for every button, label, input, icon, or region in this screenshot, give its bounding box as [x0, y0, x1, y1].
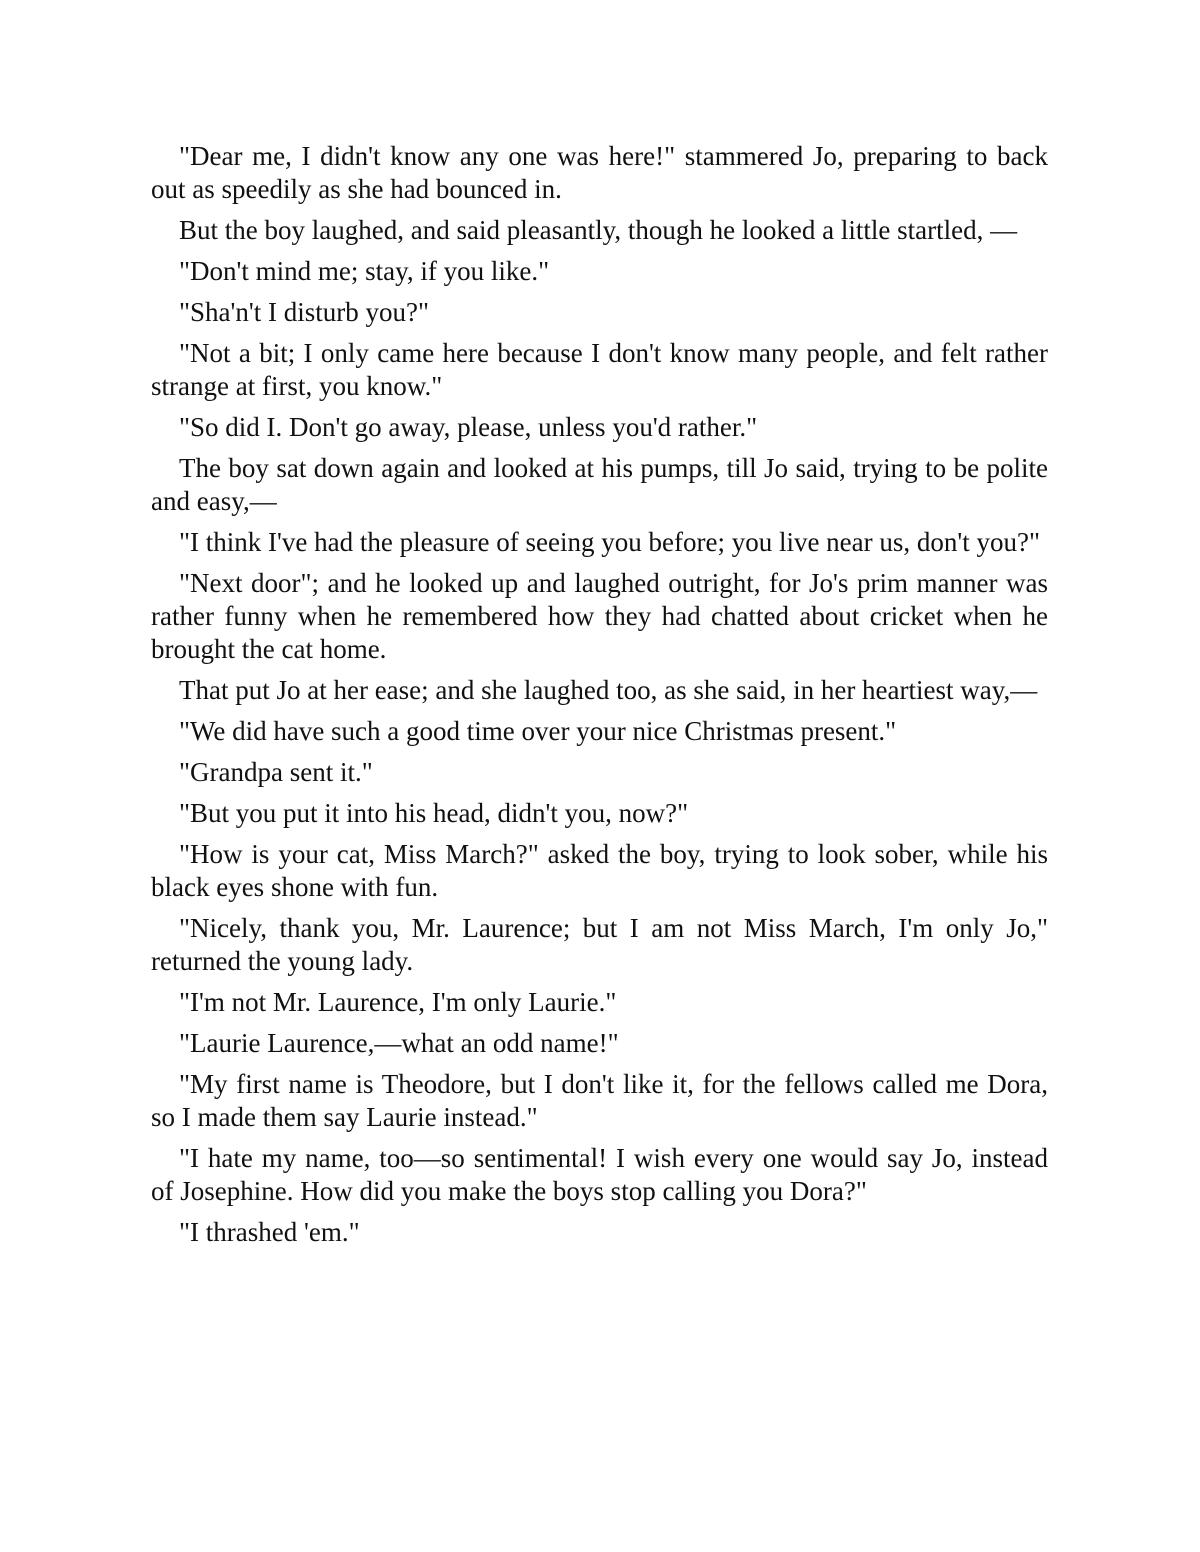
paragraph-16: "I'm not Mr. Laurence, I'm only Laurie." — [179, 987, 617, 1017]
paragraph-3: "Don't mind me; stay, if you like." — [179, 256, 550, 286]
paragraph-15: "Nicely, thank you, Mr. Laurence; but I am not Miss March, I'm only Jo," returned the young lady. — [151, 913, 1048, 976]
paragraph-6: "So did I. Don't go away, please, unless you'd rather." — [179, 412, 758, 442]
paragraph-18: "My first name is Theodore, but I don't like it, for the fellows called me Dora, so I made them say Laurie instead." — [151, 1069, 1048, 1132]
paragraph-12: "Grandpa sent it." — [179, 757, 373, 787]
paragraph-5: "Not a bit; I only came here because I don't know many people, and felt rather strange at first, you know." — [151, 338, 1048, 401]
paragraph-8: "I think I've had the pleasure of seeing you before; you live near us, don't you?" — [179, 527, 1041, 557]
paragraph-11: "We did have such a good time over your nice Christmas present." — [179, 716, 897, 746]
paragraph-10: That put Jo at her ease; and she laughed too, as she said, in her heartiest way,— — [179, 675, 1038, 705]
paragraph-14: "How is your cat, Miss March?" asked the boy, trying to look sober, while his black eyes shone with fun. — [151, 839, 1048, 902]
paragraph-13: "But you put it into his head, didn't you, now?" — [179, 798, 689, 828]
paragraph-1: "Dear me, I didn't know any one was here!" stammered Jo, preparing to back out as speedily as she had bounced in. — [151, 141, 1048, 204]
paragraph-9: "Next door"; and he looked up and laughed outright, for Jo's prim manner was rather funny when he remembered how they had chatted about cricket when he brought the cat home. — [151, 568, 1048, 664]
paragraph-19: "I hate my name, too—so sentimental! I wish every one would say Jo, instead of Josephine. How did you make the boys stop calling you Dora?" — [151, 1143, 1048, 1206]
paragraph-2: But the boy laughed, and said pleasantly, though he looked a little startled, — — [179, 215, 1018, 245]
paragraph-17: "Laurie Laurence,—what an odd name!" — [179, 1028, 619, 1058]
paragraph-20: "I thrashed 'em." — [179, 1217, 360, 1247]
paragraph-7: The boy sat down again and looked at his pumps, till Jo said, trying to be polite and easy,— — [151, 453, 1048, 516]
book-page — [151, 140, 1048, 1257]
paragraph-4: "Sha'n't I disturb you?" — [179, 297, 430, 327]
